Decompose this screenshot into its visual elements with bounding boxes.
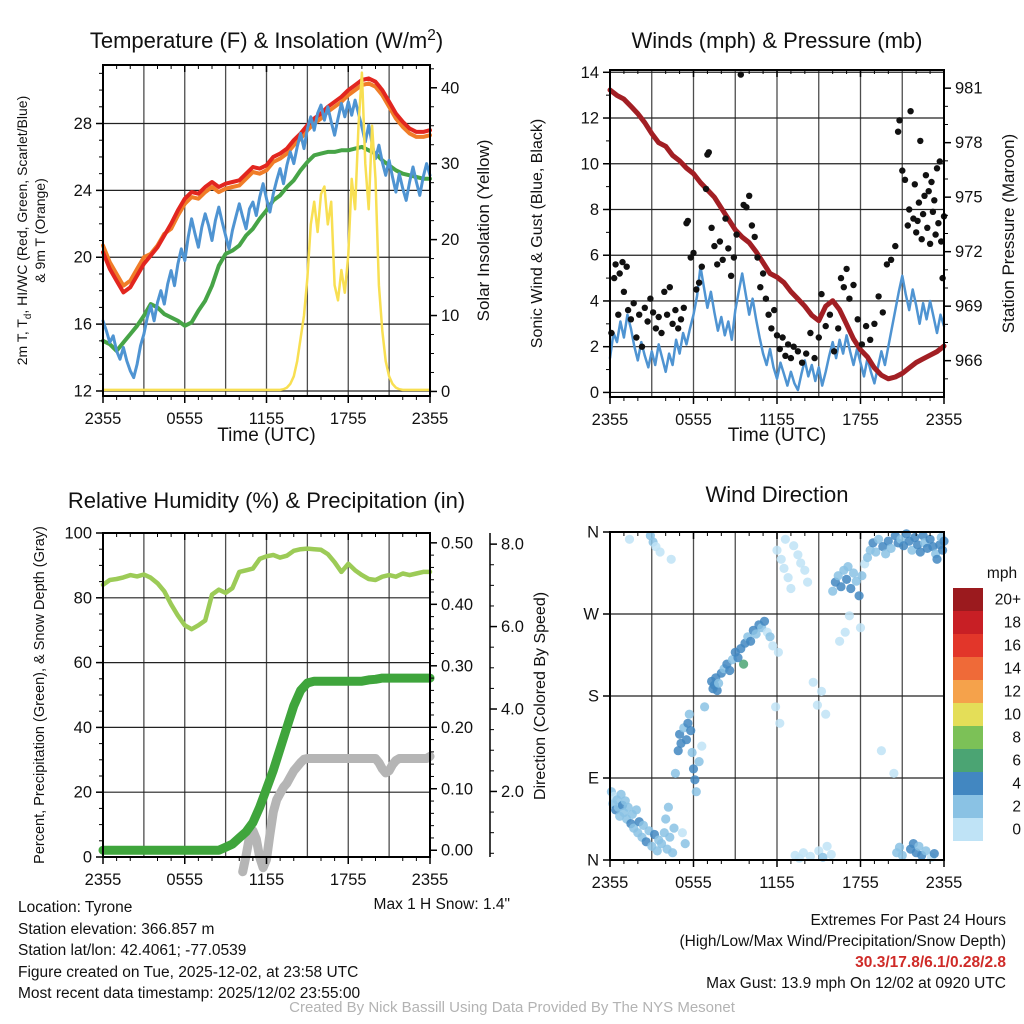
station-latlon: Station lat/lon: 42.4061; -77.0539 (18, 942, 247, 960)
y-tick-label: 40 (73, 718, 92, 737)
y-tick-label: 0 (82, 848, 92, 867)
x-tick-label: 2355 (84, 871, 122, 889)
y-tick-label: 12 (580, 109, 599, 128)
y-tick-label: 0.30 (441, 657, 474, 676)
colorbar-label: 14 (1003, 660, 1021, 678)
y-tick-label: 20 (73, 248, 92, 267)
temperature-insolation-chart (0, 0, 512, 470)
y-tick-label: 972 (955, 243, 983, 262)
x-tick-label: 2355 (84, 410, 122, 428)
x-tick-label: 2355 (591, 411, 629, 429)
y-axis-right-label: Solar Insolation (Yellow) (474, 139, 493, 322)
y-tick-label: 8.0 (501, 535, 524, 554)
y-axis-label: 2m T, $T_d$, HI/WC (Red, Green, Scarlet/Blue) (14, 95, 34, 366)
y-tick-label: 60 (73, 654, 92, 673)
x-tick-label: 1155 (759, 874, 795, 892)
humidity-precip-chart (0, 480, 540, 940)
y-tick-label: 4.0 (501, 700, 524, 719)
y-tick-label: 0.10 (441, 780, 474, 799)
chart-title: Wind Direction (705, 482, 849, 507)
y-tick-label: 0.40 (441, 595, 474, 614)
axes (14, 27, 493, 446)
y-tick-label: 10 (441, 307, 460, 326)
y-tick-label: 28 (73, 115, 92, 134)
y-tick-label: N (587, 523, 599, 542)
gusts-black (608, 71, 947, 366)
x-tick-label: 0555 (675, 874, 712, 892)
winds-pressure-chart (512, 0, 1024, 470)
y-tick-label: 30 (441, 155, 460, 174)
y-tick-label: 981 (955, 79, 983, 98)
x-axis-label: Time (UTC) (217, 425, 316, 446)
chart-title: Relative Humidity (%) & Precipitation (in) (67, 488, 466, 513)
x-tick-label: 1755 (329, 410, 367, 428)
y-tick-label: 969 (955, 297, 983, 316)
wind-direction-chart (512, 480, 1024, 940)
x-tick-label: 0555 (166, 871, 204, 889)
x-tick-label: 2355 (411, 871, 449, 889)
max-snow-note: Max 1 H Snow: 1.4" (373, 896, 510, 913)
extremes-values: 30.3/17.8/6.1/0.28/2.8 (855, 954, 1006, 971)
station-info (18, 897, 360, 1005)
colorbar-label: 8 (1012, 729, 1021, 747)
y-tick-label: 24 (73, 181, 92, 200)
y-axis-label: Sonic Wind & Gust (Blue, Black) (529, 118, 546, 349)
gridlines (610, 532, 944, 860)
y-tick-label: 100 (64, 524, 92, 543)
y-tick-label: 6.0 (501, 618, 524, 637)
colorbar-label: 6 (1012, 752, 1021, 770)
extremes-subtitle: (High/Low/Max Wind/Precipitation/Snow Depth) (679, 933, 1006, 950)
max-gust: Max Gust: 13.9 mph On 12/02 at 0920 UTC (706, 975, 1006, 992)
y-tick-label: 978 (955, 134, 983, 153)
y-tick-label: 0 (589, 383, 599, 402)
x-tick-label: 0555 (675, 411, 712, 429)
y-tick-label: N (587, 851, 599, 870)
series (608, 71, 947, 390)
data-timestamp: Most recent data timestamp: 2025/12/02 23:55:00 (18, 985, 361, 1003)
y-tick-label: 0.00 (441, 841, 474, 860)
y-tick-label: 10 (580, 155, 599, 174)
y-axis-right-label: Station Pressure (Maroon) (999, 133, 1018, 334)
y-axis-label: Direction (Colored By Speed) (532, 591, 549, 801)
colorbar-label: 2 (1012, 798, 1021, 816)
y-tick-label: 40 (441, 79, 460, 98)
axes (32, 488, 524, 889)
colorbar-label: 4 (1012, 775, 1021, 793)
y-tick-label: 975 (955, 188, 983, 207)
colorbar-label: 16 (1003, 637, 1021, 655)
y-tick-label: 0.50 (441, 534, 474, 553)
y-tick-label: 0.20 (441, 718, 474, 737)
y-tick-label: W (583, 605, 599, 624)
x-tick-label: 2355 (925, 411, 963, 429)
y-tick-label: 20 (73, 783, 92, 802)
station-location: Location: Tyrone (18, 899, 133, 916)
y-tick-label: 0 (441, 382, 451, 401)
extremes-info (680, 910, 1007, 994)
y-tick-label: 80 (73, 589, 92, 608)
y-axis-label: & 9m T (Orange) (32, 178, 48, 283)
y-tick-label: 6 (589, 246, 599, 265)
y-tick-label: 4 (589, 292, 599, 311)
x-tick-label: 1155 (248, 410, 285, 428)
y-tick-label: 2.0 (501, 782, 524, 801)
colorbar-label: 10 (1003, 706, 1021, 724)
y-tick-label: 16 (73, 315, 92, 334)
x-tick-label: 2355 (591, 874, 629, 892)
x-tick-label: 1155 (248, 871, 285, 889)
x-tick-label: 2355 (925, 874, 963, 892)
figure-created: Figure created on Tue, 2025-12-02, at 23:58 UTC (18, 963, 359, 981)
x-tick-label: 2355 (411, 410, 449, 428)
colorbar-title: mph (986, 565, 1018, 582)
credit-line: Created By Nick Bassill Using Data Provided By The NYS Mesonet (289, 999, 735, 1016)
y-tick-label: 12 (73, 382, 92, 401)
y-axis-label: Percent, Precipitation (Green), & Snow Depth (Gray) (32, 526, 48, 864)
y-tick-label: 8 (589, 200, 599, 219)
colorbar-label: 12 (1003, 683, 1021, 701)
y-tick-label: 2 (589, 338, 599, 357)
chart-title: Temperature (F) & Insolation $(W/m^2)$ (89, 27, 444, 53)
y-tick-label: 20 (441, 231, 460, 250)
chart-title: Winds (mph) & Pressure (mb) (631, 28, 923, 53)
x-tick-label: 1755 (842, 874, 879, 892)
x-tick-label: 1755 (329, 871, 367, 889)
extremes-title: Extremes For Past 24 Hours (810, 912, 1006, 929)
x-axis-label: Time (UTC) (727, 425, 827, 446)
y-tick-label: S (587, 687, 599, 706)
speed-colorbar (953, 565, 1021, 841)
x-tick-label: 0555 (166, 410, 204, 428)
colorbar-label: 18 (1003, 614, 1021, 632)
gridlines (103, 65, 430, 396)
y-tick-label: 966 (955, 352, 983, 371)
y-tick-label: 14 (580, 63, 599, 82)
x-tick-label: 1155 (759, 411, 795, 429)
colorbar-label: 20+ (994, 591, 1021, 609)
y-tick-label: E (587, 769, 599, 788)
x-tick-label: 1755 (842, 411, 879, 429)
station-elevation: Station elevation: 366.857 m (18, 920, 215, 938)
colorbar-label: 0 (1012, 821, 1021, 839)
